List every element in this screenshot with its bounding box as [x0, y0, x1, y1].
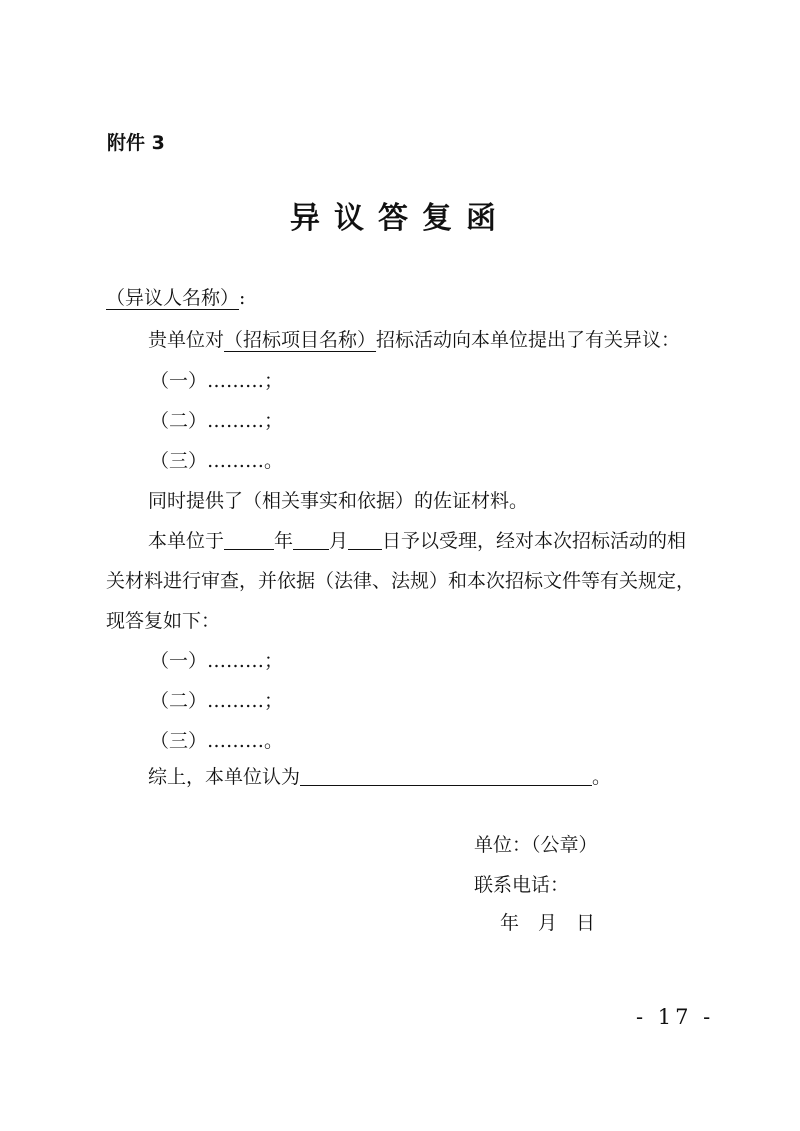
month-label: 月: [329, 530, 349, 552]
salutation-colon: :: [239, 287, 246, 309]
conclusion-prefix: 综上，本单位认为: [148, 766, 301, 788]
reply-item: （三）………。: [150, 730, 284, 752]
reply-item: （一）………；: [150, 650, 284, 672]
conclusion-suffix: 。: [592, 766, 612, 788]
acceptance-prefix: 本单位于: [148, 530, 225, 552]
objection-item: （三）………。: [150, 450, 284, 472]
acceptance-day-suffix: 日予以受理，经对本次招标活动的相: [382, 530, 687, 552]
acceptance-line-3: 现答复如下：: [106, 610, 221, 632]
attachment-label: 附件 3: [107, 132, 165, 154]
intro-paragraph: [148, 325, 680, 355]
signature-phone: 联系电话：: [474, 874, 570, 896]
acceptance-line-1: [148, 526, 686, 556]
objection-item: （二）………；: [150, 410, 284, 432]
intro-suffix: 招标活动向本单位提出了有关异议：: [376, 329, 681, 351]
objector-name: （异议人名称）: [106, 287, 240, 309]
conclusion-blank: [300, 765, 592, 786]
project-name: （招标项目名称）: [224, 329, 377, 351]
signature-unit: 单位：（公章）: [474, 834, 598, 856]
signature-date: 年 月 日: [500, 912, 596, 934]
evidence-line: 同时提供了（相关事实和依据）的佐证材料。: [148, 490, 529, 512]
month-blank: [293, 529, 329, 550]
year-label: 年: [274, 530, 294, 552]
document-title: 异议答复函: [290, 201, 510, 236]
reply-item: （二）………；: [150, 690, 284, 712]
intro-prefix: 贵单位对: [148, 329, 225, 351]
conclusion-line: [148, 762, 611, 792]
page-number: - 17 -: [636, 1005, 715, 1029]
acceptance-line-2: 关材料进行审查，并依据（法律、法规）和本次招标文件等有关规定，: [106, 570, 696, 592]
salutation: [106, 283, 245, 313]
objection-item: （一）………；: [150, 370, 284, 392]
day-blank: [348, 529, 382, 550]
year-blank: [224, 529, 274, 550]
